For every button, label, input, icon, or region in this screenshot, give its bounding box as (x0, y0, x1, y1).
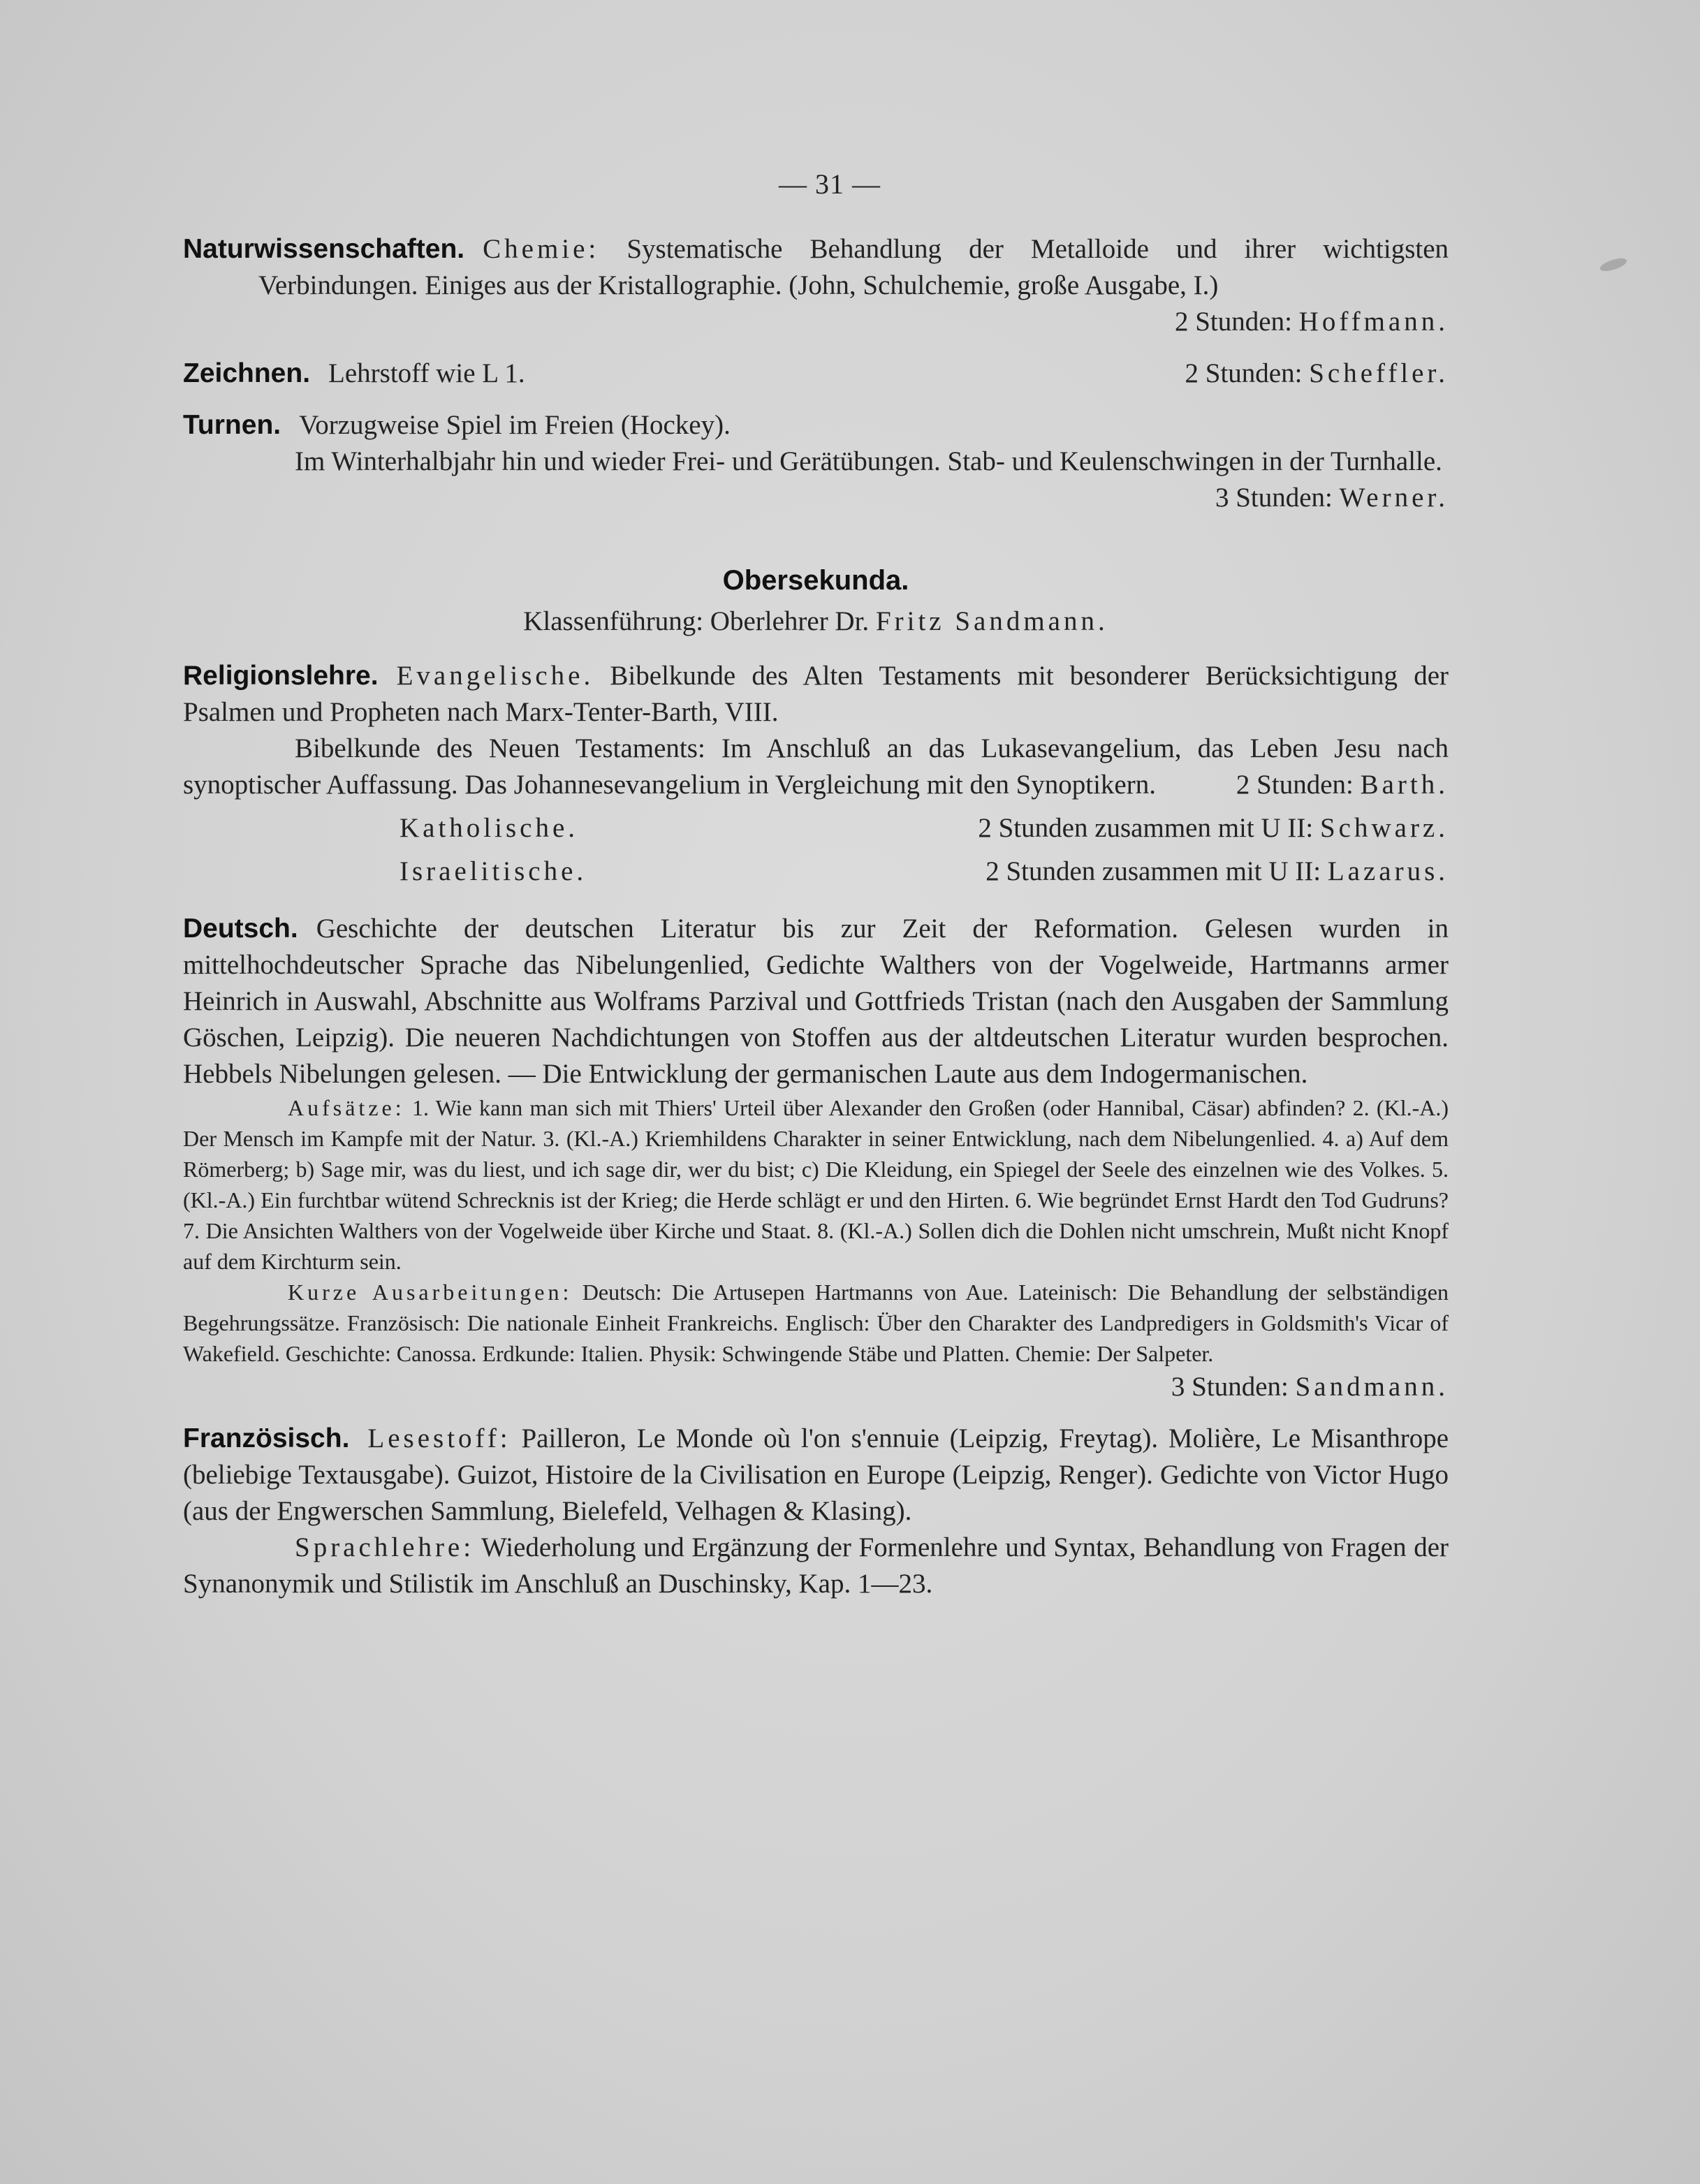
kurze-ausarbeitungen-paragraph (183, 1277, 1449, 1405)
zeichnen-text: Lehrstoff wie L 1. (328, 358, 525, 388)
turnen-paragraph-1 (183, 407, 1449, 444)
katholisch-hours (610, 810, 1449, 847)
naturwissenschaften-heading: Naturwissenschaften. (183, 234, 465, 264)
israelitisch-text: 2 Stunden zusammen mit U II: (985, 856, 1321, 886)
page-number: — 31 — (779, 168, 881, 200)
deutsch-hours (1150, 1369, 1449, 1405)
aufsaetze-text: 1. Wie kann man sich mit Thiers' Urteil über Alexander den Großen (oder Hannibal, Cäsar) abfinden? 2. (Kl.-A.) Der Mensch im Kampfe mit der Natur. 3. (Kl.-A.) Kriemhildens Charakter in seiner Entwicklung, nach dem Nibelungenlied. 4. a) Auf dem Römerberg; b) Sage mir, was du liest, und ich sage dir, wer du bist; c) Die Kleidung, ein Spiegel der Seele des einzelnen wie des Volkes. 5. (Kl.-A.) Ein furchtbar wütend Schrecknis ist der Krieg; die Herde schlägt er und den Hirten. 6. Wie begründet Ernst Hardt den Tod Gudruns? 7. Die Ansichten Walthers von der Vogelweide über Kirche und Staat. 8. (Kl.-A.) Sollen dich die Dohlen nicht umschrein, Mußt nicht Knopf auf dem Kirchturm sein. (183, 1095, 1449, 1274)
page-content (183, 168, 1449, 1618)
franzoesisch-paragraph-1 (183, 1421, 1449, 1530)
katholisch-label: Katholische. (400, 813, 579, 843)
israelitisch-row (183, 853, 1449, 890)
section-naturwissenschaften (183, 231, 1449, 340)
sprachlehre-label: Sprachlehre: (295, 1532, 475, 1562)
class-title: Obersekunda. (722, 565, 909, 596)
section-deutsch (183, 911, 1449, 1405)
aufsaetze-label: Aufsätze: (288, 1095, 405, 1120)
religion-text-1: Bibelkunde des Alten Testaments mit besonderer Berücksichtigung der Psalmen und Propheten nach Marx-Tenter-Barth, VIII. (183, 661, 1449, 727)
turnen-text-2: Im Winterhalbjahr hin und wieder Frei- und Gerätübungen. Stab- und Keulenschwingen in der Turnhalle. (295, 446, 1442, 476)
kurze-ausarbeitungen-label: Kurze Ausarbeitungen: (288, 1280, 573, 1305)
lesestoff-text: Pailleron, Le Monde où l'on s'ennuie (Leipzig, Freytag). Molière, Le Misanthrope (beliebige Textausgabe). Guizot, Histoire de la Civilisation en Europe (Leipzig, Renger). Gedichte von Victor Hugo (aus der Engwerschen Sammlung, Bielefeld, Velhagen & Klasing). (183, 1423, 1449, 1526)
class-leader (183, 603, 1449, 640)
section-religionslehre (183, 658, 1449, 895)
deutsch-text: Geschichte der deutschen Literatur bis zur Zeit der Reformation. Gelesen wurden in mittelhochdeutscher Sprache das Nibelungenlied, Gedichte Walthers von der Vogelweide, Hartmanns armer Heinrich in Auswahl, Abschnitte aus Wolframs Parzival und Gottfrieds Tristan (nach den Ausgaben der Sammlung Göschen, Leipzig). Die neueren Nachdichtungen von Stoffen aus der altdeutschen Literatur wurden besprochen. Hebbels Nibelungen gelesen. — Die Entwicklung der germanischen Laute aus dem Indogermanischen. (183, 914, 1449, 1089)
katholisch-teacher: Schwarz. (1319, 813, 1449, 843)
sprachlehre-text: Wiederholung und Ergänzung der Formenlehre und Syntax, Behandlung von Fragen der Synanonymik und Stilistik im Anschluß an Duschinsky, Kap. 1—23. (183, 1532, 1449, 1599)
aufsaetze-paragraph (183, 1092, 1449, 1277)
turnen-hours (1194, 480, 1449, 516)
section-turnen (183, 407, 1449, 516)
chemie-label: Chemie: (483, 234, 600, 264)
religion-paragraph-1 (183, 658, 1449, 731)
hours-label: 2 Stunden: (1174, 307, 1292, 337)
religion-hours (1215, 767, 1449, 803)
franzoesisch-heading: Französisch. (183, 1423, 350, 1453)
section-zeichnen (183, 356, 1449, 392)
katholisch-text: 2 Stunden zusammen mit U II: (978, 813, 1314, 843)
zeichnen-paragraph (183, 356, 1449, 392)
lesestoff-label: Lesestoff: (367, 1423, 511, 1453)
teacher-name: Barth. (1360, 770, 1449, 800)
teacher-name: Werner. (1339, 483, 1449, 513)
teacher-name: Sandmann. (1295, 1372, 1449, 1402)
zeichnen-hours (1164, 356, 1449, 392)
zeichnen-heading: Zeichnen. (183, 358, 311, 388)
turnen-text-1: Vorzugweise Spiel im Freien (Hockey). (299, 410, 731, 440)
class-leader-label: Klassenführung: Oberlehrer Dr. (523, 606, 870, 636)
scan-artifact (1599, 256, 1628, 274)
israelitisch-label: Israelitische. (400, 856, 587, 886)
religion-paragraph-2 (183, 731, 1449, 803)
teacher-name: Scheffler. (1309, 358, 1449, 388)
religion-text-2: Bibelkunde des Neuen Testaments: Im Anschluß an das Lukasevangelium, das Leben Jesu nach synoptischer Auffassung. Das Johannesevangelium in Vergleichung mit den Synoptikern. (183, 733, 1449, 800)
israelitisch-hours (610, 853, 1449, 890)
religion-heading: Religionslehre. (183, 661, 379, 691)
class-leader-name: Fritz Sandmann. (875, 606, 1108, 636)
franzoesisch-paragraph-2 (183, 1530, 1449, 1602)
teacher-name: Hoffmann. (1298, 307, 1449, 337)
katholisch-row (183, 810, 1449, 847)
naturwissenschaften-paragraph (183, 231, 1449, 337)
section-franzoesisch (183, 1421, 1449, 1602)
turnen-paragraph-2 (183, 444, 1449, 513)
evangelisch-label: Evangelische. (396, 661, 594, 691)
naturwissenschaften-text: Systematische Behandlung der Metalloide und ihrer wichtigsten Verbindungen. Einiges aus der Kristallographie. (John, Schulchemie, große Ausgabe, I.) (258, 234, 1449, 300)
kurze-ausarbeitungen-text: Deutsch: Die Artusepen Hartmanns von Aue. Lateinisch: Die Behandlung der selbständigen Begehrungssätze. Französisch: Die nationale Einheit Frankreichs. Englisch: Über den Charakter des Landpredigers in Goldsmith's Vicar of Wakefield. Geschichte: Canossa. Erdkunde: Italien. Physik: Schwingende Stäbe und Platten. Chemie: Der Salpeter. (183, 1280, 1449, 1366)
deutsch-paragraph (183, 911, 1449, 1092)
naturwissenschaften-hours (1154, 304, 1449, 340)
turnen-heading: Turnen. (183, 410, 281, 440)
deutsch-heading: Deutsch. (183, 914, 298, 944)
hours-label: 3 Stunden: (1215, 483, 1333, 513)
hours-label: 2 Stunden: (1185, 358, 1303, 388)
hours-label: 2 Stunden: (1236, 770, 1354, 800)
hours-label: 3 Stunden: (1171, 1372, 1289, 1402)
israelitisch-teacher: Lazarus. (1327, 856, 1449, 886)
